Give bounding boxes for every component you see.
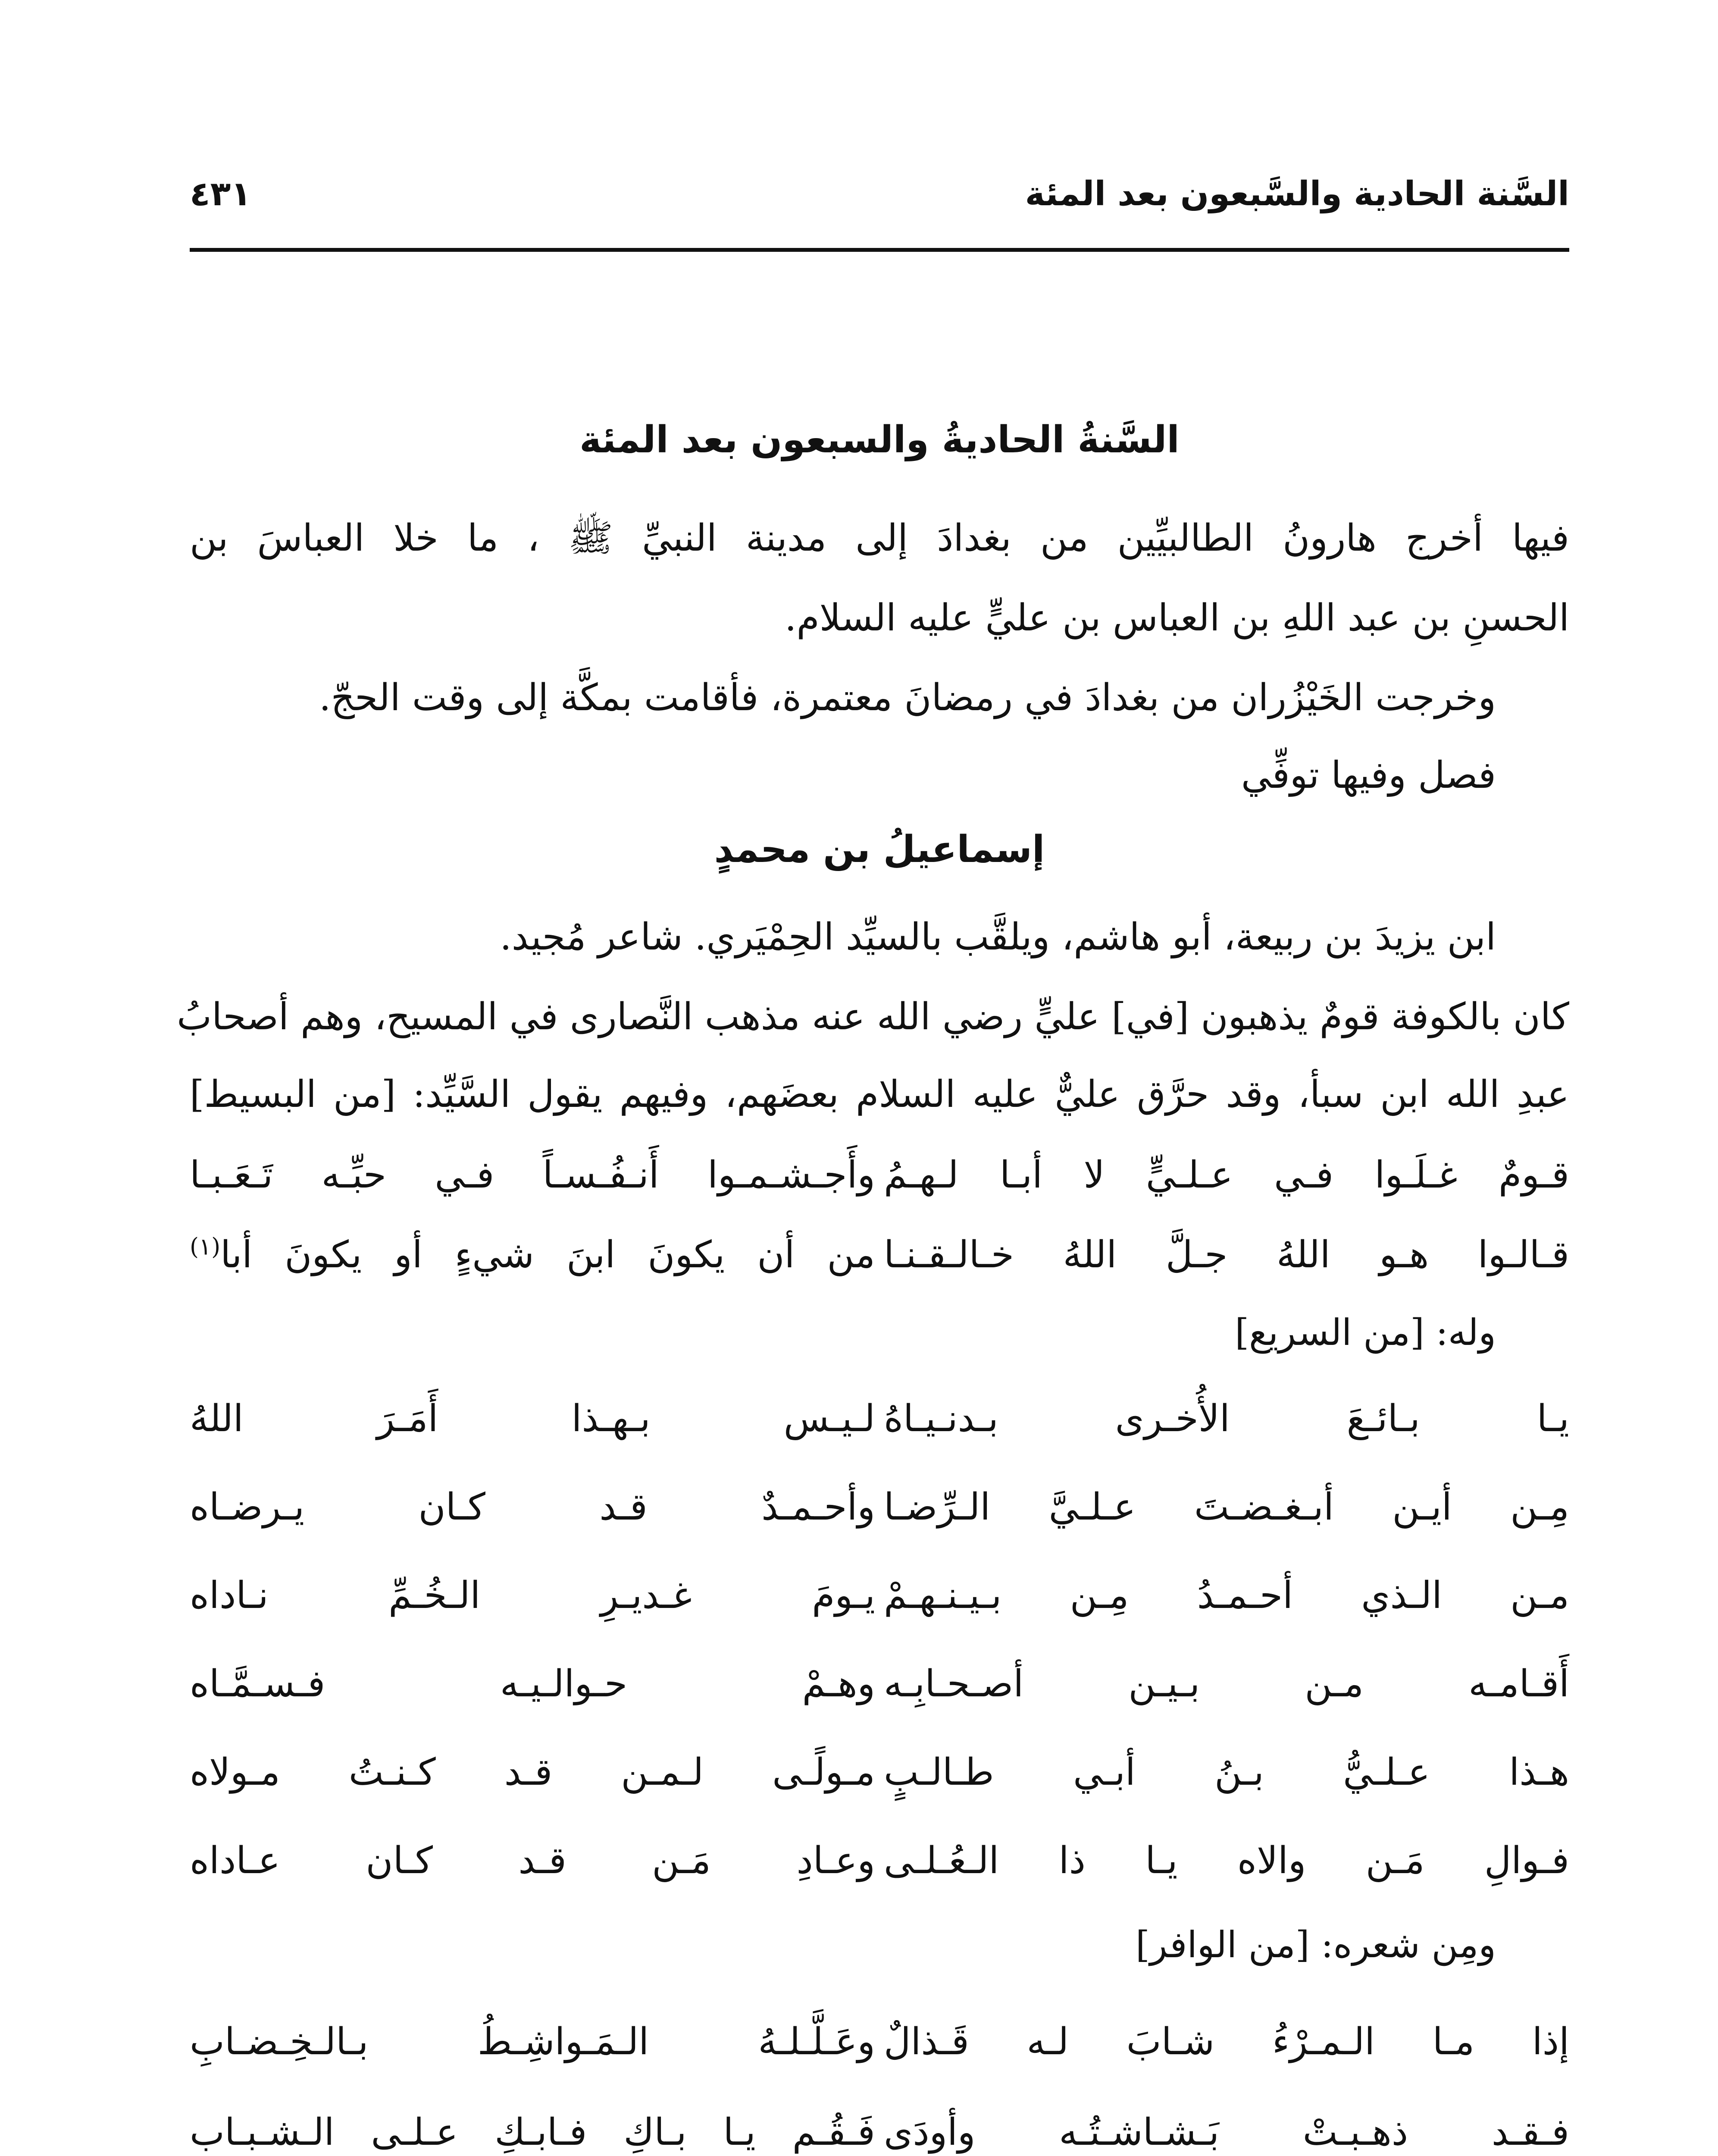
- running-title: السَّنة الحادية والسَّبعون بعد المئة: [1025, 175, 1569, 213]
- header-rule: [190, 248, 1569, 252]
- biography-title: إسماعيلُ بن محمدٍ: [714, 828, 1045, 871]
- verse-row: [190, 1222, 1569, 1287]
- verse-first-hemistich: هـذا عـلـيُّ بـنُ أبـي طـالـبٍ: [884, 1751, 1569, 1794]
- verse-second-hemistich: وهـمْ حـوالـيـه فـسـمَّـاه: [190, 1662, 875, 1705]
- verse-second-hemistich: وأَجـشـمـوا أَنـفُـسـاً فـي حبِّـه تَـعَـبـا: [190, 1153, 875, 1197]
- verse-second-hemistich: وأحـمـدٌ قـد كـان يـرضـاه: [190, 1485, 875, 1529]
- verse-second-hemistich: يـومَ غـديـرِ الـخُـمِّ نـاداه: [190, 1574, 875, 1617]
- paragraph-line: وخرجت الخَيْزُران من بغدادَ في رمضانَ معتمرة، فأقامت بمكَّة إلى وقت الحجّ.: [319, 676, 1496, 719]
- verse-first-hemistich: مـن الـذي أحـمـدُ مِـن بـيـنـهـمْ: [884, 1574, 1569, 1617]
- footnote-marker: (١): [190, 1233, 221, 1260]
- verse-first-hemistich: فـقـد ذهـبـتْ بَـشـاشـتُـه وأودَى: [884, 2111, 1569, 2154]
- verse-row: [190, 1386, 1569, 1451]
- paragraph-line: عبدِ الله ابن سبأ، وقد حرَّق عليٌّ عليه السلام بعضَهم، وفيهم يقول السَّيِّد: [من البسيط]: [190, 1073, 1569, 1116]
- verse-second-hemistich: وعَـلَّـلـهُ الـمَـواشِـطُ بـالـخِـضـابِ: [190, 2020, 875, 2063]
- meter-label: وله: [من السريع]: [1235, 1311, 1496, 1354]
- running-header: [190, 170, 1569, 226]
- verse-second-hemistich: وعـادِ مَـن قـد كـان عـاداه: [190, 1839, 875, 1882]
- verse-first-hemistich: قـومٌ غـلَـوا فـي عـلـيٍّ لا أبـا لـهـمُ: [884, 1153, 1569, 1197]
- verse-first-hemistich: إذا مـا الـمـرْءُ شـابَ لـه قَـذالٌ: [884, 2020, 1569, 2063]
- verse-first-hemistich: قـالـوا هـو اللهُ جـلَّ اللهُ خـالـقـنـا: [884, 1233, 1569, 1276]
- verse-first-hemistich: فـوالِ مَـن والاه يـا ذا الـعُـلـى: [884, 1839, 1569, 1882]
- verse-row: [190, 1563, 1569, 1628]
- fasl-heading: فصل وفيها توفِّي: [1241, 754, 1496, 797]
- verse-text: من أن يكونَ ابنَ شيءٍ أو يكونَ أبا: [220, 1233, 875, 1276]
- verse-second-hemistich: [190, 1222, 875, 1287]
- verse-first-hemistich: يـا بـائـعَ الأُخـرى بـدنـيـاهُ: [884, 1397, 1569, 1440]
- paragraph-line: ابن يزيدَ بن ربيعة، أبو هاشم، ويلقَّب بالسيِّد الحِمْيَري. شاعر مُجيد.: [500, 915, 1496, 959]
- verse-second-hemistich: فَـقُـم يـا بـاكِ فـابـكِ عـلـى الـشـبـاب: [190, 2111, 875, 2154]
- verse-row: [190, 1143, 1569, 1207]
- verse-first-hemistich: مِـن أيـن أبـغـضـتَ عـلـيَّ الـرِّضـا: [884, 1485, 1569, 1529]
- verse-row: [190, 1828, 1569, 1893]
- verse-second-hemistich: لـيـس بـهـذا أَمَـرَ اللهُ: [190, 1397, 875, 1440]
- meter-label: ومِن شعره: [من الوافر]: [1136, 1924, 1496, 1966]
- paragraph-line: فيها أخرج هارونُ الطالبيِّين من بغدادَ إلى مدينة النبيِّ ﷺ ، ما خلا العباسَ بن: [190, 517, 1569, 560]
- page-number: ٤٣١: [190, 175, 251, 213]
- verse-row: [190, 1740, 1569, 1805]
- verse-row: [190, 1651, 1569, 1716]
- verse-row: [190, 1475, 1569, 1539]
- section-title: السَّنةُ الحاديةُ والسبعون بعد المئة: [579, 418, 1180, 461]
- verse-second-hemistich: مـولًـى لـمـن قـد كـنـتُ مـولاه: [190, 1751, 875, 1794]
- verse-first-hemistich: أَقـامـه مـن بـيـن أصـحـابِـه: [884, 1662, 1569, 1705]
- verse-row: [190, 2009, 1569, 2074]
- paragraph-line: الحسنِ بن عبد اللهِ بن العباس بن عليٍّ عليه السلام.: [785, 596, 1569, 639]
- paragraph-line: كان بالكوفة قومٌ يذهبون [في] عليٍّ رضي الله عنه مذهب النَّصارى في المسيح، وهم أصحابُ: [177, 995, 1569, 1038]
- verse-row: [190, 2100, 1569, 2156]
